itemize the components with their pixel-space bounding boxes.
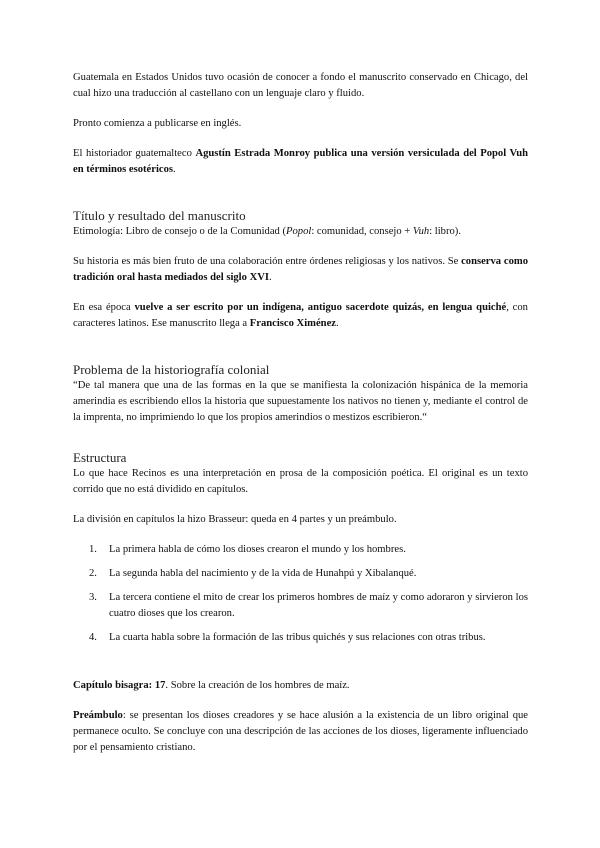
list-item bbox=[73, 542, 528, 558]
list-item bbox=[73, 566, 528, 582]
text-span: . Sobre la creación de los hombres de maíz. bbox=[165, 680, 350, 691]
section-heading-problema: Problema de la historiografía colonial bbox=[73, 362, 270, 377]
text-span: . bbox=[269, 272, 272, 283]
italic-span: Popol bbox=[286, 226, 312, 237]
text-span: . bbox=[173, 164, 176, 175]
bold-span: Preámbulo bbox=[73, 710, 123, 721]
list-number: 4. bbox=[89, 632, 97, 643]
list-item bbox=[73, 630, 528, 646]
estructura-paragraph-2: La división en capítulos la hizo Brasseur: queda en 4 partes y un preámbulo. bbox=[73, 514, 397, 525]
intro-paragraph-1: Guatemala en Estados Unidos tuvo ocasión de conocer a fondo el manuscrito conservado en Chicago, del cual hizo una traducción al castellano con un lenguaje claro y fluido. bbox=[73, 72, 528, 99]
list-item-text: La primera habla de cómo los dioses crearon el mundo y los hombres. bbox=[109, 544, 406, 555]
preambulo-paragraph bbox=[73, 708, 528, 756]
list-item-text: La segunda habla del nacimiento y de la vida de Hunahpú y Xibalanqué. bbox=[109, 568, 417, 579]
bold-span: Francisco Ximénez bbox=[249, 318, 336, 329]
intro-paragraph-3 bbox=[73, 146, 528, 178]
text-span: . bbox=[335, 318, 339, 329]
bisagra-paragraph bbox=[73, 678, 528, 694]
epoca-paragraph bbox=[73, 300, 528, 332]
text-span: El historiador guatemalteco bbox=[73, 148, 196, 159]
text-span: : comunidad, consejo + bbox=[311, 226, 413, 237]
text-span: Etimología: Libro de consejo o de la Comunidad ( bbox=[73, 226, 287, 237]
list-item-text: La tercera contiene el mito de crear los primeros hombres de maíz y como adoraron y sirvieron los cuatro dioses que los crearon. bbox=[109, 592, 528, 619]
bold-span: Capítulo bisagra: 17 bbox=[73, 680, 166, 691]
bold-span: conserva como tradición oral hasta mediados del siglo XVI bbox=[73, 256, 528, 283]
text-span: En esa época bbox=[73, 302, 135, 313]
bold-span: Agustín Estrada Monroy publica una versión versiculada del Popol Vuh en términos esotéricos bbox=[73, 148, 528, 175]
estructura-paragraph-1: Lo que hace Recinos es una interpretación en prosa de la composición poética. El original es un texto corrido que no está dividido en capítulos. bbox=[73, 468, 528, 495]
list-number: 2. bbox=[89, 568, 97, 579]
list-item-text: La cuarta habla sobre la formación de las tribus quichés y sus relaciones con otras tribus. bbox=[109, 632, 486, 643]
bold-span: vuelve a ser escrito por un indígena, antiguo sacerdote quizás, en lengua quiché bbox=[134, 302, 507, 313]
list-number: 3. bbox=[89, 592, 97, 603]
list-number: 1. bbox=[89, 544, 97, 555]
parts-list bbox=[73, 542, 528, 646]
historia-paragraph bbox=[73, 254, 528, 286]
text-span: : libro). bbox=[429, 226, 461, 237]
section-heading-titulo: Título y resultado del manuscrito bbox=[73, 208, 246, 223]
quote-paragraph: “De tal manera que una de las formas en la que se manifiesta la colonización hispánica de la memoria amerindia es escribiendo ellos la historia que supuestamente los nativos no tienen y, mediante el control de la imprenta, no imprimiendo lo que los propios amerindios o mestizos escribieron.“ bbox=[73, 380, 528, 423]
text-span: : se presentan los dioses creadores y se hace alusión a la existencia de un libro original que permanece oculto. Se concluye con una descripción de las acciones de los dioses, ligeramente influenciado por el pensamiento cristiano. bbox=[73, 710, 528, 753]
italic-span: Vuh bbox=[412, 226, 430, 237]
document-page bbox=[73, 70, 528, 756]
text-span: Su historia es más bien fruto de una colaboración entre órdenes religiosas y los nativos. Se bbox=[73, 256, 462, 267]
section-heading-estructura: Estructura bbox=[73, 450, 127, 465]
list-item bbox=[73, 590, 528, 622]
intro-paragraph-2: Pronto comienza a publicarse en inglés. bbox=[73, 118, 242, 129]
etymology-paragraph bbox=[73, 224, 528, 240]
text-span: , con caracteres latinos. Ese manuscrito llega a bbox=[73, 302, 528, 329]
